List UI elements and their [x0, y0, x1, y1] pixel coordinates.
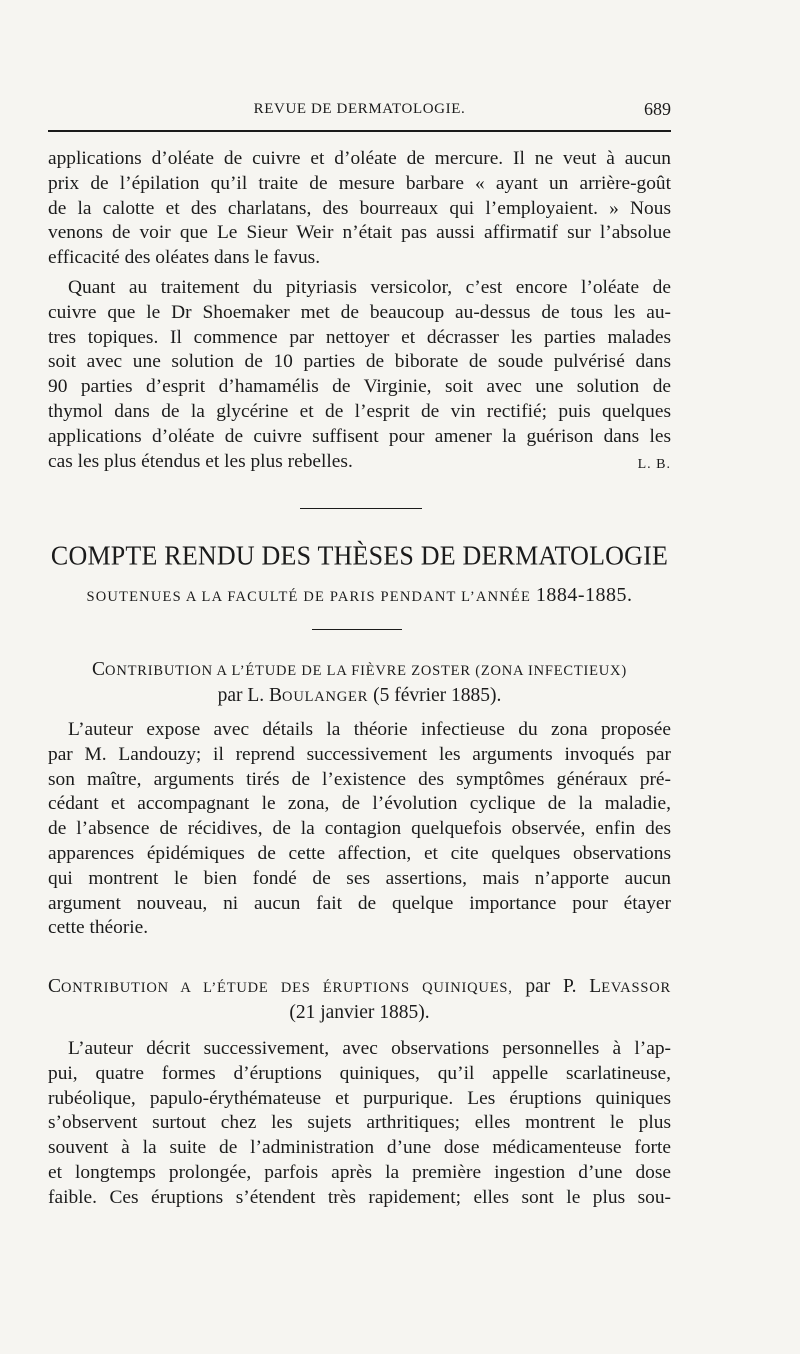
text-line: prix de l’épilation qu’il traite de mesure barbare « ayant un arrière-goût — [48, 172, 671, 194]
running-title: REVUE DE DERMATOLOGIE. — [253, 101, 466, 117]
text-line: venons de voir que Le Sieur Weir n’était pas aussi affirmatif sur l’absolue — [48, 222, 671, 244]
section-subtitle-years: 1884-1885. — [535, 584, 633, 606]
text-line: de la calotte et des charlatans, des bourreaux qui l’employaient. » Nous — [48, 197, 671, 219]
text-line: applications d’oléate de cuivre et d’oléate de mercure. Il ne veut à aucun — [48, 148, 671, 169]
article-1-byline — [48, 683, 671, 710]
text-line: et longtemps prolongée, parfois après la première ingestion d’une dose — [48, 1161, 671, 1183]
article-2-title — [48, 974, 671, 1001]
page-number: 689 — [644, 99, 671, 119]
text-line: tres topiques. Il commence par nettoyer et décrasser les parties malades — [48, 326, 671, 348]
text-line: L’auteur décrit successivement, avec observations personnelles à l’ap- — [68, 1038, 671, 1059]
article-1-body — [48, 718, 671, 941]
text-line: de l’absence de récidives, de la contagion quelquefois observée, enfin des — [48, 818, 671, 840]
text-line: pui, quatre formes d’éruptions quiniques, qu’il appelle scarlatineuse, — [48, 1062, 671, 1084]
article-1-author: OULANGER — [282, 689, 369, 705]
article-1-title-initial: C — [92, 659, 106, 680]
article-2-title-initial: C — [48, 976, 62, 997]
text-line: faible. Ces éruptions s’étendent très rapidement; elles sont le plus sou- — [48, 1186, 671, 1208]
section-subtitle-text: SOUTENUES A LA FACULTÉ DE PARIS PENDANT L’ANNÉE — [86, 589, 532, 605]
article-2-author: EVASSOR — [601, 980, 671, 996]
text-line: cette théorie. — [48, 917, 149, 939]
article-1-title-text: ONTRIBUTION A L’ÉTUDE DE LA FIÈVRE ZOSTER (ZONA INFECTIEUX) — [105, 663, 627, 679]
text-line: cédant et accompagnant le zona, de l’évolution cyclique de la maladie, — [48, 793, 671, 815]
article-1-by: par L. — [217, 685, 265, 706]
article-1-date: (5 février 1885). — [373, 685, 502, 706]
text-line: thymol dans de la glycérine et de l’esprit de vin rectifié; puis quelques — [48, 400, 671, 422]
text-line: argument nouveau, ni aucun fait de quelque importance pour étayer — [48, 892, 671, 914]
signature: L. B. — [637, 456, 671, 472]
separator-rule — [300, 508, 422, 509]
paragraph-intro-2 — [48, 276, 671, 477]
text-line: 90 parties d’esprit d’hamamélis de Virginie, soit avec une solution de — [48, 376, 671, 398]
header-rule — [48, 130, 671, 132]
text-line — [48, 450, 671, 475]
text-line: L’auteur expose avec détails la théorie infectieuse du zona proposée — [68, 719, 671, 740]
section-title: COMPTE RENDU DES THÈSES DE DERMATOLOGIE — [50, 540, 669, 571]
article-2-date: (21 janvier 1885). — [289, 1002, 430, 1023]
text-line: son maître, arguments tirés de l’existence des symptômes généraux pré- — [48, 768, 671, 790]
article-2-by: par P. — [525, 976, 577, 997]
text-line: applications d’oléate de cuivre suffisent pour amener la guérison dans les — [48, 425, 671, 447]
paragraph-intro-1 — [48, 147, 671, 271]
text-line: rubéolique, papulo-érythémateuse et purpurique. Les éruptions quiniques — [48, 1087, 671, 1109]
section-subtitle — [48, 584, 671, 607]
article-1-author-initial: B — [269, 685, 283, 706]
text-line: cuivre que le Dr Shoemaker met de beaucoup au-dessus de tous les au- — [48, 301, 671, 323]
text-line: souvent à la suite de l’administration d’une dose médicamenteuse forte — [48, 1137, 671, 1159]
text-line: s’observent surtout chez les sujets arthritiques; elles montrent le plus — [48, 1112, 671, 1134]
text-line: soit avec une solution de 10 parties de biborate de soude pulvérisé dans — [48, 351, 671, 373]
text-line: qui montrent le bien fondé de ses assertions, mais n’apporte aucun — [48, 867, 671, 889]
article-2-author-initial: L — [589, 976, 602, 997]
article-2-body — [48, 1037, 671, 1211]
text-line: apparences épidémiques de cette affection, et cite quelques observations — [48, 842, 671, 864]
text-line: par M. Landouzy; il reprend successivement les arguments invoqués par — [48, 743, 671, 765]
article-2-title-text: ONTRIBUTION A L’ÉTUDE DES ÉRUPTIONS QUINIQUES, — [61, 980, 513, 996]
text-line: efficacité des oléates dans le favus. — [48, 247, 321, 269]
text-line: Quant au traitement du pityriasis versicolor, c’est encore l’oléate de — [68, 277, 671, 298]
text-line-content: cas les plus étendus et les plus rebelles. — [48, 450, 353, 472]
running-head — [48, 97, 671, 123]
separator-rule — [312, 629, 402, 630]
article-1-title — [48, 657, 671, 684]
